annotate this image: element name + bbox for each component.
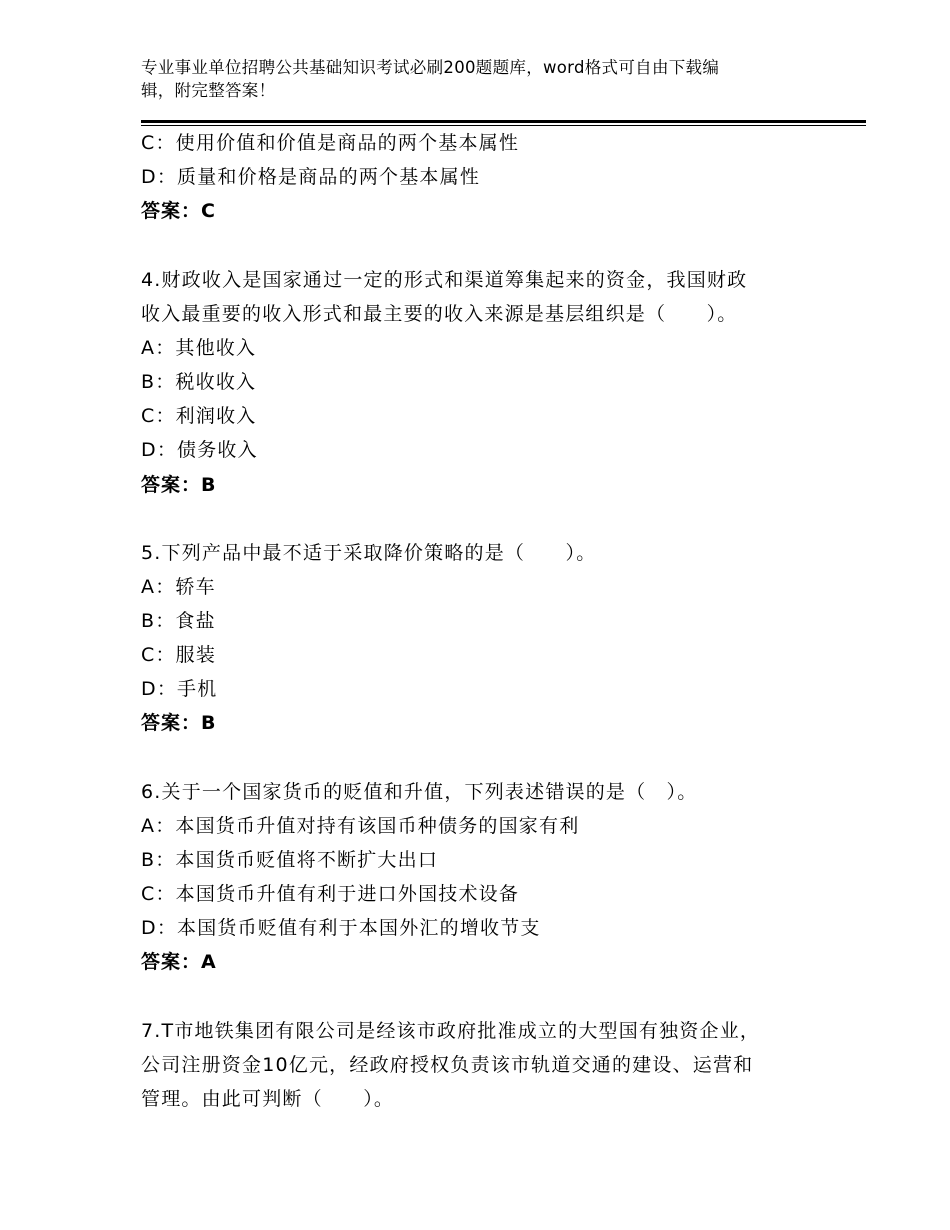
option-d: D：债务收入 xyxy=(141,439,258,461)
header-line-2: 辑，附完整答案！ xyxy=(141,81,276,100)
header-line-1: 专业事业单位招聘公共基础知识考试必刷200题题库，word格式可自由下载编 xyxy=(141,58,720,77)
question-stem: 管理。由此可判断（ ）。 xyxy=(141,1088,395,1110)
option-b: B：本国货币贬值将不断扩大出口 xyxy=(141,849,439,871)
question-stem: 公司注册资金10亿元，经政府授权负责该市轨道交通的建设、运营和 xyxy=(141,1054,754,1076)
document-header xyxy=(141,56,791,102)
question-stem: 4.财政收入是国家通过一定的形式和渠道筹集起来的资金，我国财政 xyxy=(141,269,748,291)
option-c: C：服装 xyxy=(141,644,217,666)
option-c: C：使用价值和价值是商品的两个基本属性 xyxy=(141,132,520,154)
answer: 答案：B xyxy=(141,474,217,496)
question-stem: 6.关于一个国家货币的贬值和升值，下列表述错误的是（ ）。 xyxy=(141,781,698,803)
option-d: D：手机 xyxy=(141,678,218,700)
option-a: A：本国货币升值对持有该国币种债务的国家有利 xyxy=(141,815,580,837)
option-b: B：税收收入 xyxy=(141,371,257,393)
option-a: A：其他收入 xyxy=(141,337,257,359)
option-a: A：轿车 xyxy=(141,576,216,598)
option-c: C：利润收入 xyxy=(141,405,257,427)
question-stem: 收入最重要的收入形式和最主要的收入来源是基层组织是（ ）。 xyxy=(141,303,738,325)
option-d: D：质量和价格是商品的两个基本属性 xyxy=(141,166,481,188)
answer: 答案：C xyxy=(141,200,216,222)
header-divider-thin xyxy=(141,125,866,126)
header-divider-thick xyxy=(141,120,866,123)
answer: 答案：A xyxy=(141,951,217,973)
option-c: C：本国货币升值有利于进口外国技术设备 xyxy=(141,883,520,905)
question-stem: 7.T市地铁集团有限公司是经该市政府批准成立的大型国有独资企业， xyxy=(141,1020,761,1042)
option-d: D：本国货币贬值有利于本国外汇的增收节支 xyxy=(141,917,541,939)
question-stem: 5.下列产品中最不适于采取降价策略的是（ ）。 xyxy=(141,542,597,564)
option-b: B：食盐 xyxy=(141,610,216,632)
answer: 答案：B xyxy=(141,712,217,734)
